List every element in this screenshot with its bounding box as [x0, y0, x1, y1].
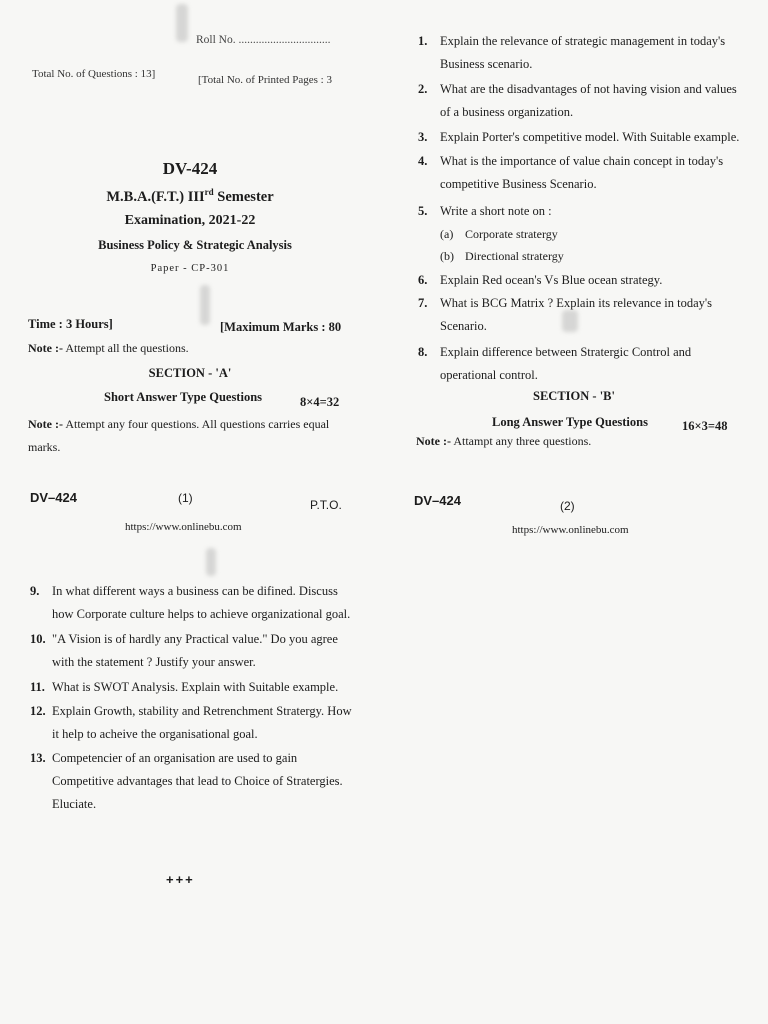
footer-code: DV–424: [30, 490, 77, 505]
note-section-b: [416, 434, 591, 449]
question-number: 11.: [30, 680, 45, 694]
question-number: 4.: [418, 154, 428, 168]
question-text: What is BCG Matrix ? Explain its relevance in today's Scenario.: [440, 296, 712, 333]
page-3: [0, 560, 384, 1024]
question-number: 8.: [418, 345, 428, 359]
page-1: [0, 0, 384, 560]
total-pages: [Total No. of Printed Pages : 3: [198, 74, 332, 86]
section-a-marks: 8×4=32: [300, 395, 340, 409]
question-number: 2.: [418, 82, 428, 96]
question-number: 1.: [418, 34, 428, 48]
question-text: Write a short note on :: [440, 204, 552, 218]
note-label: Note :-: [416, 434, 451, 448]
footer-url: https://www.onlinebu.com: [512, 524, 629, 536]
question-number: 7.: [418, 296, 428, 310]
section-b-marks: 16×3=48: [682, 419, 728, 433]
question-text: What is SWOT Analysis. Explain with Suitable example.: [52, 680, 339, 694]
course-tail: Semester: [213, 188, 274, 205]
question-text: What is the importance of value chain concept in today's competitive Business Scenario.: [440, 154, 724, 191]
question-text: Explain the relevance of strategic management in today's Business scenario.: [440, 34, 726, 71]
question-number: 3.: [418, 130, 428, 144]
question-11: [30, 676, 356, 699]
question-1: [418, 30, 740, 76]
course-title: [60, 187, 320, 206]
question-text: What are the disadvantages of not having vision and values of a business organization.: [440, 82, 737, 119]
question-number: 9.: [30, 584, 40, 598]
note-text: Attempt all the questions.: [62, 341, 189, 355]
question-2: [418, 78, 740, 124]
footer-page-number: (1): [178, 491, 193, 505]
question-7: [418, 292, 740, 338]
question-4: [418, 150, 740, 196]
question-number: 13.: [30, 751, 46, 765]
maximum-marks: [Maximum Marks : 80: [220, 320, 342, 334]
note-label: Note :-: [28, 417, 63, 431]
question-text: Explain Porter's competitive model. With Suitable example.: [440, 130, 740, 144]
question-6: [418, 269, 740, 292]
note-2: [28, 413, 358, 459]
footer-code: DV–424: [414, 493, 461, 508]
note-1: [28, 341, 189, 356]
question-text: In what different ways a business can be difined. Discuss how Corporate culture helps to achieve organizational goal.: [52, 584, 351, 621]
question-number: 5.: [418, 204, 428, 218]
subject-title: Business Policy & Strategic Analysis: [98, 238, 292, 252]
note-text: Attempt any four questions. All questions carries equal marks.: [28, 417, 330, 454]
question-13: [30, 747, 356, 816]
question-8: [418, 341, 740, 387]
question-10: [30, 628, 356, 674]
section-b-type: Long Answer Type Questions: [492, 415, 648, 429]
question-5: [418, 200, 740, 223]
subitem-b: [440, 245, 564, 268]
end-of-paper-mark: +++: [166, 872, 195, 887]
page-2: [384, 0, 768, 560]
subitem-text: Corporate stratergy: [465, 227, 558, 241]
question-text: Explain difference between Stratergic Control and operational control.: [440, 345, 692, 382]
question-3: [418, 126, 740, 149]
question-text: Competencier of an organisation are used to gain Competitive advantages that lead to Choice of Stratergies. Eluciate.: [52, 751, 343, 811]
course-superscript: rd: [204, 187, 214, 197]
footer-pto: P.T.O.: [310, 498, 342, 512]
subitem-text: Directional stratergy: [465, 249, 564, 263]
question-text: Explain Growth, stability and Retrenchment Stratergy. How it help to acheive the organisational goal.: [52, 704, 352, 741]
question-9: [30, 580, 356, 626]
section-a-heading: SECTION - 'A': [148, 366, 232, 380]
question-number: 10.: [30, 632, 46, 646]
note-label: Note :-: [28, 341, 63, 355]
section-b-heading: SECTION - 'B': [533, 389, 615, 403]
note-text: Attampt any three questions.: [450, 434, 592, 448]
subitem-label: (a): [440, 227, 454, 241]
footer-page-number: (2): [560, 499, 575, 513]
question-12: [30, 700, 356, 746]
question-number: 6.: [418, 273, 428, 287]
question-text: Explain Red ocean's Vs Blue ocean strategy.: [440, 273, 663, 287]
subitem-a: [440, 223, 558, 246]
paper-code: DV-424: [162, 159, 218, 178]
course-name: M.B.A.(F.T.) III: [106, 188, 205, 205]
paper-number: Paper - CP-301: [150, 263, 230, 274]
question-number: 12.: [30, 704, 46, 718]
question-text: "A Vision is of hardly any Practical value." Do you agree with the statement ? Justify your answer.: [52, 632, 338, 669]
section-a-type: Short Answer Type Questions: [104, 390, 263, 404]
total-questions: Total No. of Questions : 13]: [32, 68, 156, 80]
subitem-label: (b): [440, 249, 454, 263]
roll-number-field: Roll No. ................................: [196, 34, 331, 46]
footer-url: https://www.onlinebu.com: [125, 521, 242, 533]
time-allowed: Time : 3 Hours]: [28, 317, 113, 331]
exam-title: Examination, 2021-22: [124, 213, 256, 228]
